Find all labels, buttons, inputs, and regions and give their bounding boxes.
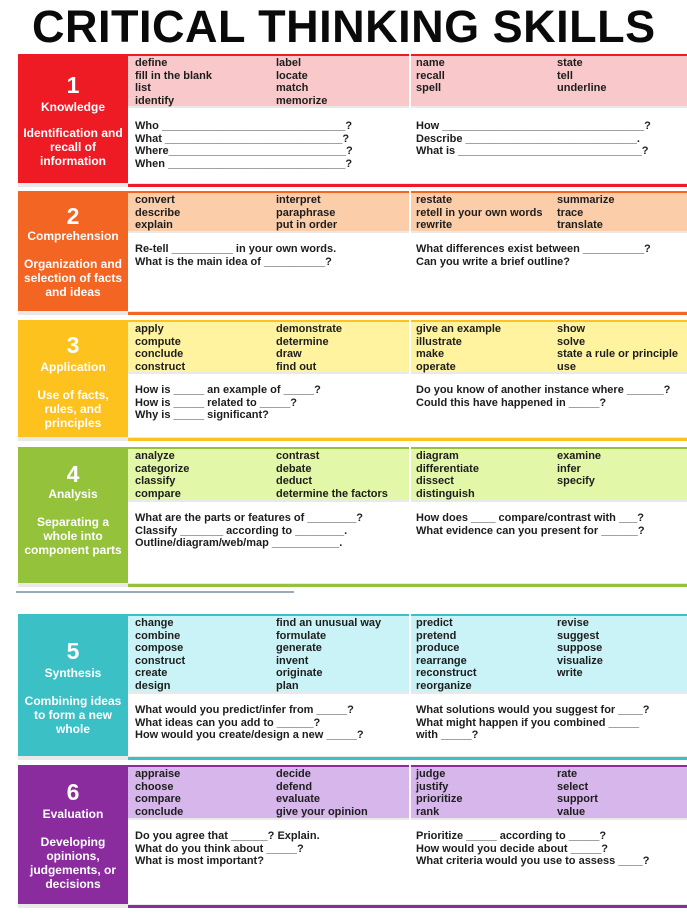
skill-name: Synthesis [44, 666, 102, 680]
keyword-column [135, 194, 180, 232]
skill-label-block [18, 447, 128, 583]
keyword-area [128, 614, 687, 692]
keyword: draw [276, 348, 302, 361]
question-prompt: What differences exist between __________? [416, 243, 651, 255]
question-column [416, 243, 651, 268]
keyword: tell [557, 69, 573, 82]
keyword: retell in your own words [416, 206, 543, 219]
skill-label-block [18, 320, 128, 437]
question-prompt: Outline/diagram/web/map ___________. [135, 537, 343, 550]
section-bottom-rule [128, 312, 687, 315]
skill-name: Knowledge [40, 100, 105, 114]
keyword-column [416, 450, 479, 500]
question-prompt: Can you write a brief outline? [416, 255, 571, 268]
keyword: analyze [135, 450, 175, 462]
skill-name: Application [40, 360, 106, 374]
keyword: convert [135, 194, 175, 206]
question-prompt: What would you predict/infer from _____? [135, 704, 354, 716]
keyword: translate [557, 219, 603, 232]
question-area [128, 820, 687, 904]
keyword: spell [416, 82, 442, 95]
question-column [416, 512, 645, 537]
question-column [416, 704, 649, 742]
keyword: rate [557, 768, 578, 780]
question-area [128, 694, 687, 756]
question-prompt: Do you agree that ______? Explain. [135, 830, 320, 842]
skill-description: Separating a whole into component parts [24, 515, 122, 557]
keyword: state [557, 57, 583, 69]
keyword: compose [135, 642, 184, 655]
question-prompt: with _____? [416, 729, 479, 742]
skill-section-analysis [18, 447, 687, 587]
keyword: rank [416, 805, 440, 818]
keyword: describe [135, 206, 181, 219]
keyword: interpret [276, 194, 321, 206]
keyword: locate [276, 69, 308, 82]
question-column [135, 243, 336, 268]
keyword-column [135, 323, 185, 373]
keyword: create [135, 667, 168, 680]
keyword: identify [135, 94, 175, 107]
section-top-rule [128, 320, 687, 322]
keyword-column [416, 194, 543, 232]
keyword: change [135, 617, 174, 629]
keyword: label [276, 57, 302, 69]
question-area [128, 108, 687, 183]
keyword-column [557, 323, 678, 373]
column-split [409, 54, 411, 183]
keyword: diagram [416, 450, 459, 462]
keyword: determine [276, 335, 329, 348]
keyword-column [557, 450, 601, 488]
question-prompt: Re-tell __________ in your own words. [135, 243, 337, 255]
keyword: judge [416, 768, 446, 780]
question-area [128, 374, 687, 437]
question-prompt: What evidence can you present for ______? [416, 524, 645, 537]
keyword: make [416, 348, 445, 361]
section-top-rule [128, 191, 687, 193]
skill-number: 1 [66, 72, 80, 98]
question-column [416, 384, 670, 409]
keyword: rewrite [416, 219, 453, 232]
question-prompt: What do you think about _____? [135, 842, 304, 855]
question-prompt: What might happen if you combined _____ [416, 716, 640, 729]
keyword: decide [276, 768, 311, 780]
keyword-column [135, 57, 212, 107]
keyword-column [557, 768, 598, 818]
question-prompt: Where_____________________________? [135, 145, 353, 158]
keyword: write [557, 667, 583, 680]
keyword: value [557, 805, 586, 818]
keyword: dissect [416, 475, 454, 488]
skill-label-block [18, 191, 128, 311]
keyword-column [416, 768, 462, 818]
column-split [409, 320, 411, 437]
keyword: generate [276, 642, 322, 655]
keyword: operate [416, 360, 456, 373]
keyword-column [416, 57, 445, 95]
skill-section-application [18, 320, 687, 441]
keyword: name [416, 57, 445, 69]
keyword: recall [416, 69, 445, 82]
question-prompt: Who ______________________________? [135, 120, 353, 132]
skill-name: Evaluation [42, 807, 104, 821]
skill-label-block [18, 54, 128, 183]
section-bottom-rule [128, 757, 687, 760]
keyword: classify [135, 475, 176, 488]
keyword: invent [276, 654, 309, 667]
keyword: give an example [416, 323, 501, 335]
keyword: plan [276, 679, 299, 692]
keyword: infer [557, 462, 581, 475]
skill-number: 3 [66, 332, 80, 358]
keyword: appraise [135, 768, 181, 780]
skill-number: 6 [66, 779, 80, 805]
keyword: distinguish [416, 487, 475, 500]
question-column [416, 830, 650, 868]
question-column [135, 512, 363, 550]
keyword: choose [135, 780, 174, 793]
question-prompt: What is most important? [135, 855, 264, 868]
keyword: specify [557, 475, 595, 488]
section-top-rule [128, 614, 687, 616]
keyword-column [135, 768, 183, 818]
question-prompt: What is the main idea of __________? [135, 255, 332, 268]
keyword: memorize [276, 94, 328, 107]
keyword: fill in the blank [135, 69, 213, 82]
section-bottom-rule [128, 905, 687, 908]
column-split [409, 614, 411, 756]
question-prompt: What _____________________________? [135, 132, 350, 145]
question-area [128, 502, 687, 583]
keyword: explain [135, 219, 173, 232]
keyword-column [557, 194, 614, 232]
question-prompt: How _________________________________? [416, 120, 651, 132]
skill-section-synthesis [18, 614, 687, 760]
keyword: trace [557, 206, 584, 219]
keyword-column [416, 617, 477, 693]
keyword: list [135, 82, 151, 95]
section-top-rule [128, 54, 687, 56]
keyword: show [557, 323, 586, 335]
question-prompt: Do you know of another instance where ______? [416, 384, 671, 396]
keyword: categorize [135, 462, 190, 475]
skill-section-knowledge [18, 54, 687, 187]
keyword-area [128, 765, 687, 818]
skill-description: Identification and recall of information [23, 126, 123, 168]
skill-label-block [18, 614, 128, 756]
skill-number: 4 [66, 461, 80, 487]
column-split [409, 765, 411, 904]
keyword-column [135, 450, 189, 500]
question-prompt: What ideas can you add to ______? [135, 716, 321, 729]
keyword: define [135, 57, 168, 69]
keyword: determine the factors [276, 487, 388, 500]
question-prompt: How is _____ an example of _____? [135, 384, 321, 396]
skill-label-block [18, 765, 128, 904]
skill-name: Comprehension [27, 229, 119, 243]
keyword: contrast [276, 450, 320, 462]
keyword: support [557, 793, 598, 806]
keyword-column [135, 617, 185, 693]
skill-description: Organization and selection of facts and ideas [23, 257, 123, 299]
keyword: apply [135, 323, 164, 335]
column-split [409, 191, 411, 311]
question-prompt: Prioritize _____ according to _____? [416, 830, 607, 842]
keyword: construct [135, 360, 186, 373]
question-prompt: How would you decide about _____? [416, 842, 608, 855]
keyword: state a rule or principle [557, 348, 679, 361]
question-prompt: Describe ____________________________. [416, 132, 640, 145]
keyword: compute [135, 335, 181, 348]
keyword-column [557, 617, 603, 680]
keyword: combine [135, 629, 181, 642]
section-bottom-rule [128, 184, 687, 187]
keyword: suppose [557, 642, 603, 655]
keyword-column [276, 617, 381, 693]
keyword-area [128, 447, 687, 500]
keyword: differentiate [416, 462, 479, 475]
keyword-column [276, 57, 327, 107]
keyword-column [557, 57, 607, 95]
keyword: summarize [557, 194, 615, 206]
question-prompt: How does ____ compare/contrast with ___? [416, 512, 645, 524]
question-prompt: How would you create/design a new _____? [135, 729, 364, 742]
skill-section-evaluation [18, 765, 687, 908]
keyword: restate [416, 194, 453, 206]
question-prompt: What criteria would you use to assess ____? [416, 855, 650, 868]
section-top-rule [128, 447, 687, 449]
question-prompt: How is _____ related to _____? [135, 396, 298, 409]
keyword: suggest [557, 629, 600, 642]
question-column [416, 120, 651, 158]
keyword: debate [276, 462, 312, 475]
question-area [128, 233, 687, 311]
keyword: illustrate [416, 335, 462, 348]
section-bottom-rule [128, 438, 687, 441]
skill-description: Developing opinions, judgements, or decisions [29, 835, 116, 891]
keyword: compare [135, 793, 181, 806]
keyword: construct [135, 654, 186, 667]
keyword: formulate [276, 629, 327, 642]
keyword-column [276, 194, 337, 232]
keyword: use [557, 360, 576, 373]
keyword: give your opinion [276, 805, 368, 818]
question-prompt: Classify _______ according to ________. [135, 524, 348, 537]
keyword: revise [557, 617, 589, 629]
page-title: CRITICAL THINKING SKILLS [32, 1, 656, 52]
keyword: match [276, 82, 309, 95]
keyword: compare [135, 487, 181, 500]
keyword: defend [276, 780, 313, 793]
section-top-rule [128, 765, 687, 767]
question-prompt: When _____________________________? [135, 157, 353, 170]
keyword: produce [416, 642, 460, 655]
keyword: design [135, 679, 171, 692]
skill-description: Combining ideas to form a new whole [24, 694, 122, 736]
skill-name: Analysis [48, 487, 98, 501]
skill-number: 5 [66, 638, 80, 664]
column-split [409, 447, 411, 583]
keyword: put in order [276, 219, 338, 232]
skill-description: Use of facts, rules, and principles [37, 388, 109, 430]
keyword-column [276, 768, 368, 818]
section-bottom-rule [128, 584, 687, 587]
keyword: evaluate [276, 793, 321, 806]
question-column [135, 830, 320, 868]
keyword-column [276, 450, 388, 500]
keyword: pretend [416, 629, 457, 642]
question-prompt: What are the parts or features of ________? [135, 512, 364, 524]
skill-section-comprehension [18, 191, 687, 315]
skill-number: 2 [66, 203, 80, 229]
question-prompt: Could this have happened in _____? [416, 396, 607, 409]
keyword: reconstruct [416, 667, 477, 680]
keyword-column [276, 323, 342, 373]
question-column [135, 120, 353, 170]
keyword-column [416, 323, 501, 373]
question-prompt: What is ______________________________? [416, 145, 649, 158]
question-column [135, 704, 364, 742]
keyword: predict [416, 617, 453, 629]
keyword: paraphrase [276, 206, 336, 219]
keyword: conclude [135, 805, 184, 818]
keyword: demonstrate [276, 323, 343, 335]
keyword: originate [276, 667, 323, 680]
keyword: visualize [557, 654, 603, 667]
question-column [135, 384, 321, 422]
keyword: find an unusual way [276, 617, 382, 629]
keyword: prioritize [416, 793, 463, 806]
keyword: select [557, 780, 589, 793]
keyword: solve [557, 335, 586, 348]
keyword: justify [416, 780, 449, 793]
keyword: underline [557, 82, 607, 95]
keyword: reorganize [416, 679, 472, 692]
question-prompt: Why is _____ significant? [135, 409, 269, 422]
keyword: rearrange [416, 654, 467, 667]
keyword: examine [557, 450, 602, 462]
keyword: find out [276, 360, 317, 373]
keyword: deduct [276, 475, 313, 488]
keyword: conclude [135, 348, 184, 361]
question-prompt: What solutions would you suggest for ____? [416, 704, 650, 716]
section-divider [16, 591, 294, 593]
